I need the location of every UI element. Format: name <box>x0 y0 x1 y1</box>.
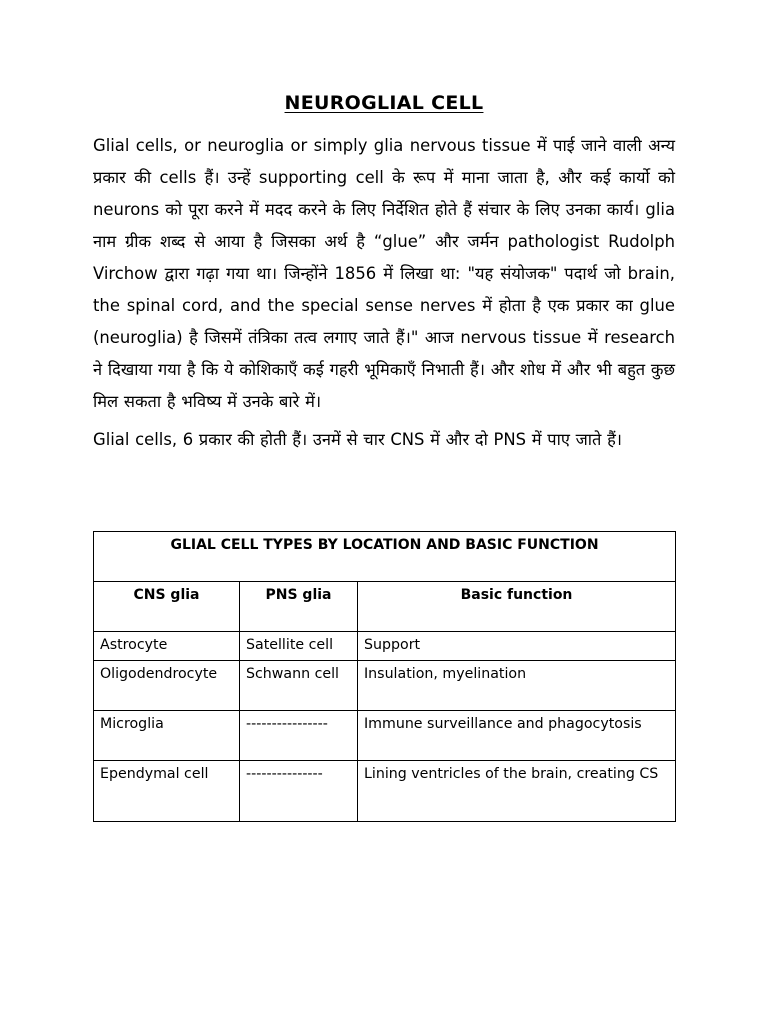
table-row <box>94 661 676 711</box>
cell-function: Support <box>358 632 676 661</box>
table-title: GLIAL CELL TYPES BY LOCATION AND BASIC FUNCTION <box>94 532 676 582</box>
table-row <box>94 761 676 822</box>
document-title: NEUROGLIAL CELL <box>284 92 484 114</box>
table-row <box>94 711 676 761</box>
cell-cns: Ependymal cell <box>94 761 240 822</box>
cell-function: Immune surveillance and phagocytosis <box>358 711 676 761</box>
cell-function: Lining ventricles of the brain, creating CS <box>358 761 676 822</box>
cell-cns: Astrocyte <box>94 632 240 661</box>
table-header-row <box>94 582 676 632</box>
cell-pns: Satellite cell <box>240 632 358 661</box>
intro-paragraph: Glial cells, or neuroglia or simply glia nervous tissue में पाई जाने वाली अन्य प्रकार की cells हैं। उन्हें supporting cell के रूप में माना जाता है, और कई कार्यो को neurons को पूरा करने में मदद करने के लिए निर्देशित होते हैं संचार के लिए उनका कार्य। glia नाम ग्रीक शब्द से आया है जिसका अर्थ है “glue” और जर्मन pathologist Rudolph Virchow द्वारा गढ़ा गया था। जिन्होंने 1856 में लिखा था: "यह संयोजक" पदार्थ जो brain, the spinal cord, and the special sense nerves में होता है एक प्रकार का glue (neuroglia) है जिसमें तंत्रिका तत्व लगाए जाते हैं।" आज nervous tissue में research ने दिखाया गया है कि ये कोशिकाएँ कई गहरी भूमिकाएँ निभाती हैं। और शोध में और भी बहुत कुछ मिल सकता है भविष्य में उनके बारे में। <box>93 136 675 411</box>
glial-cell-table <box>93 531 676 822</box>
types-paragraph: Glial cells, 6 प्रकार की होती हैं। उनमें से चार CNS में और दो PNS में पाए जाते हैं। <box>93 430 623 449</box>
document-page <box>93 92 675 782</box>
header-basic-function: Basic function <box>358 582 676 632</box>
cell-pns: Schwann cell <box>240 661 358 711</box>
cell-function: Insulation, myelination <box>358 661 676 711</box>
header-cns-glia: CNS glia <box>94 582 240 632</box>
table-title-row <box>94 532 676 582</box>
cell-cns: Microglia <box>94 711 240 761</box>
cell-pns: ---------------- <box>240 711 358 761</box>
table-row <box>94 632 676 661</box>
cell-pns: --------------- <box>240 761 358 822</box>
header-pns-glia: PNS glia <box>240 582 358 632</box>
cell-cns: Oligodendrocyte <box>94 661 240 711</box>
